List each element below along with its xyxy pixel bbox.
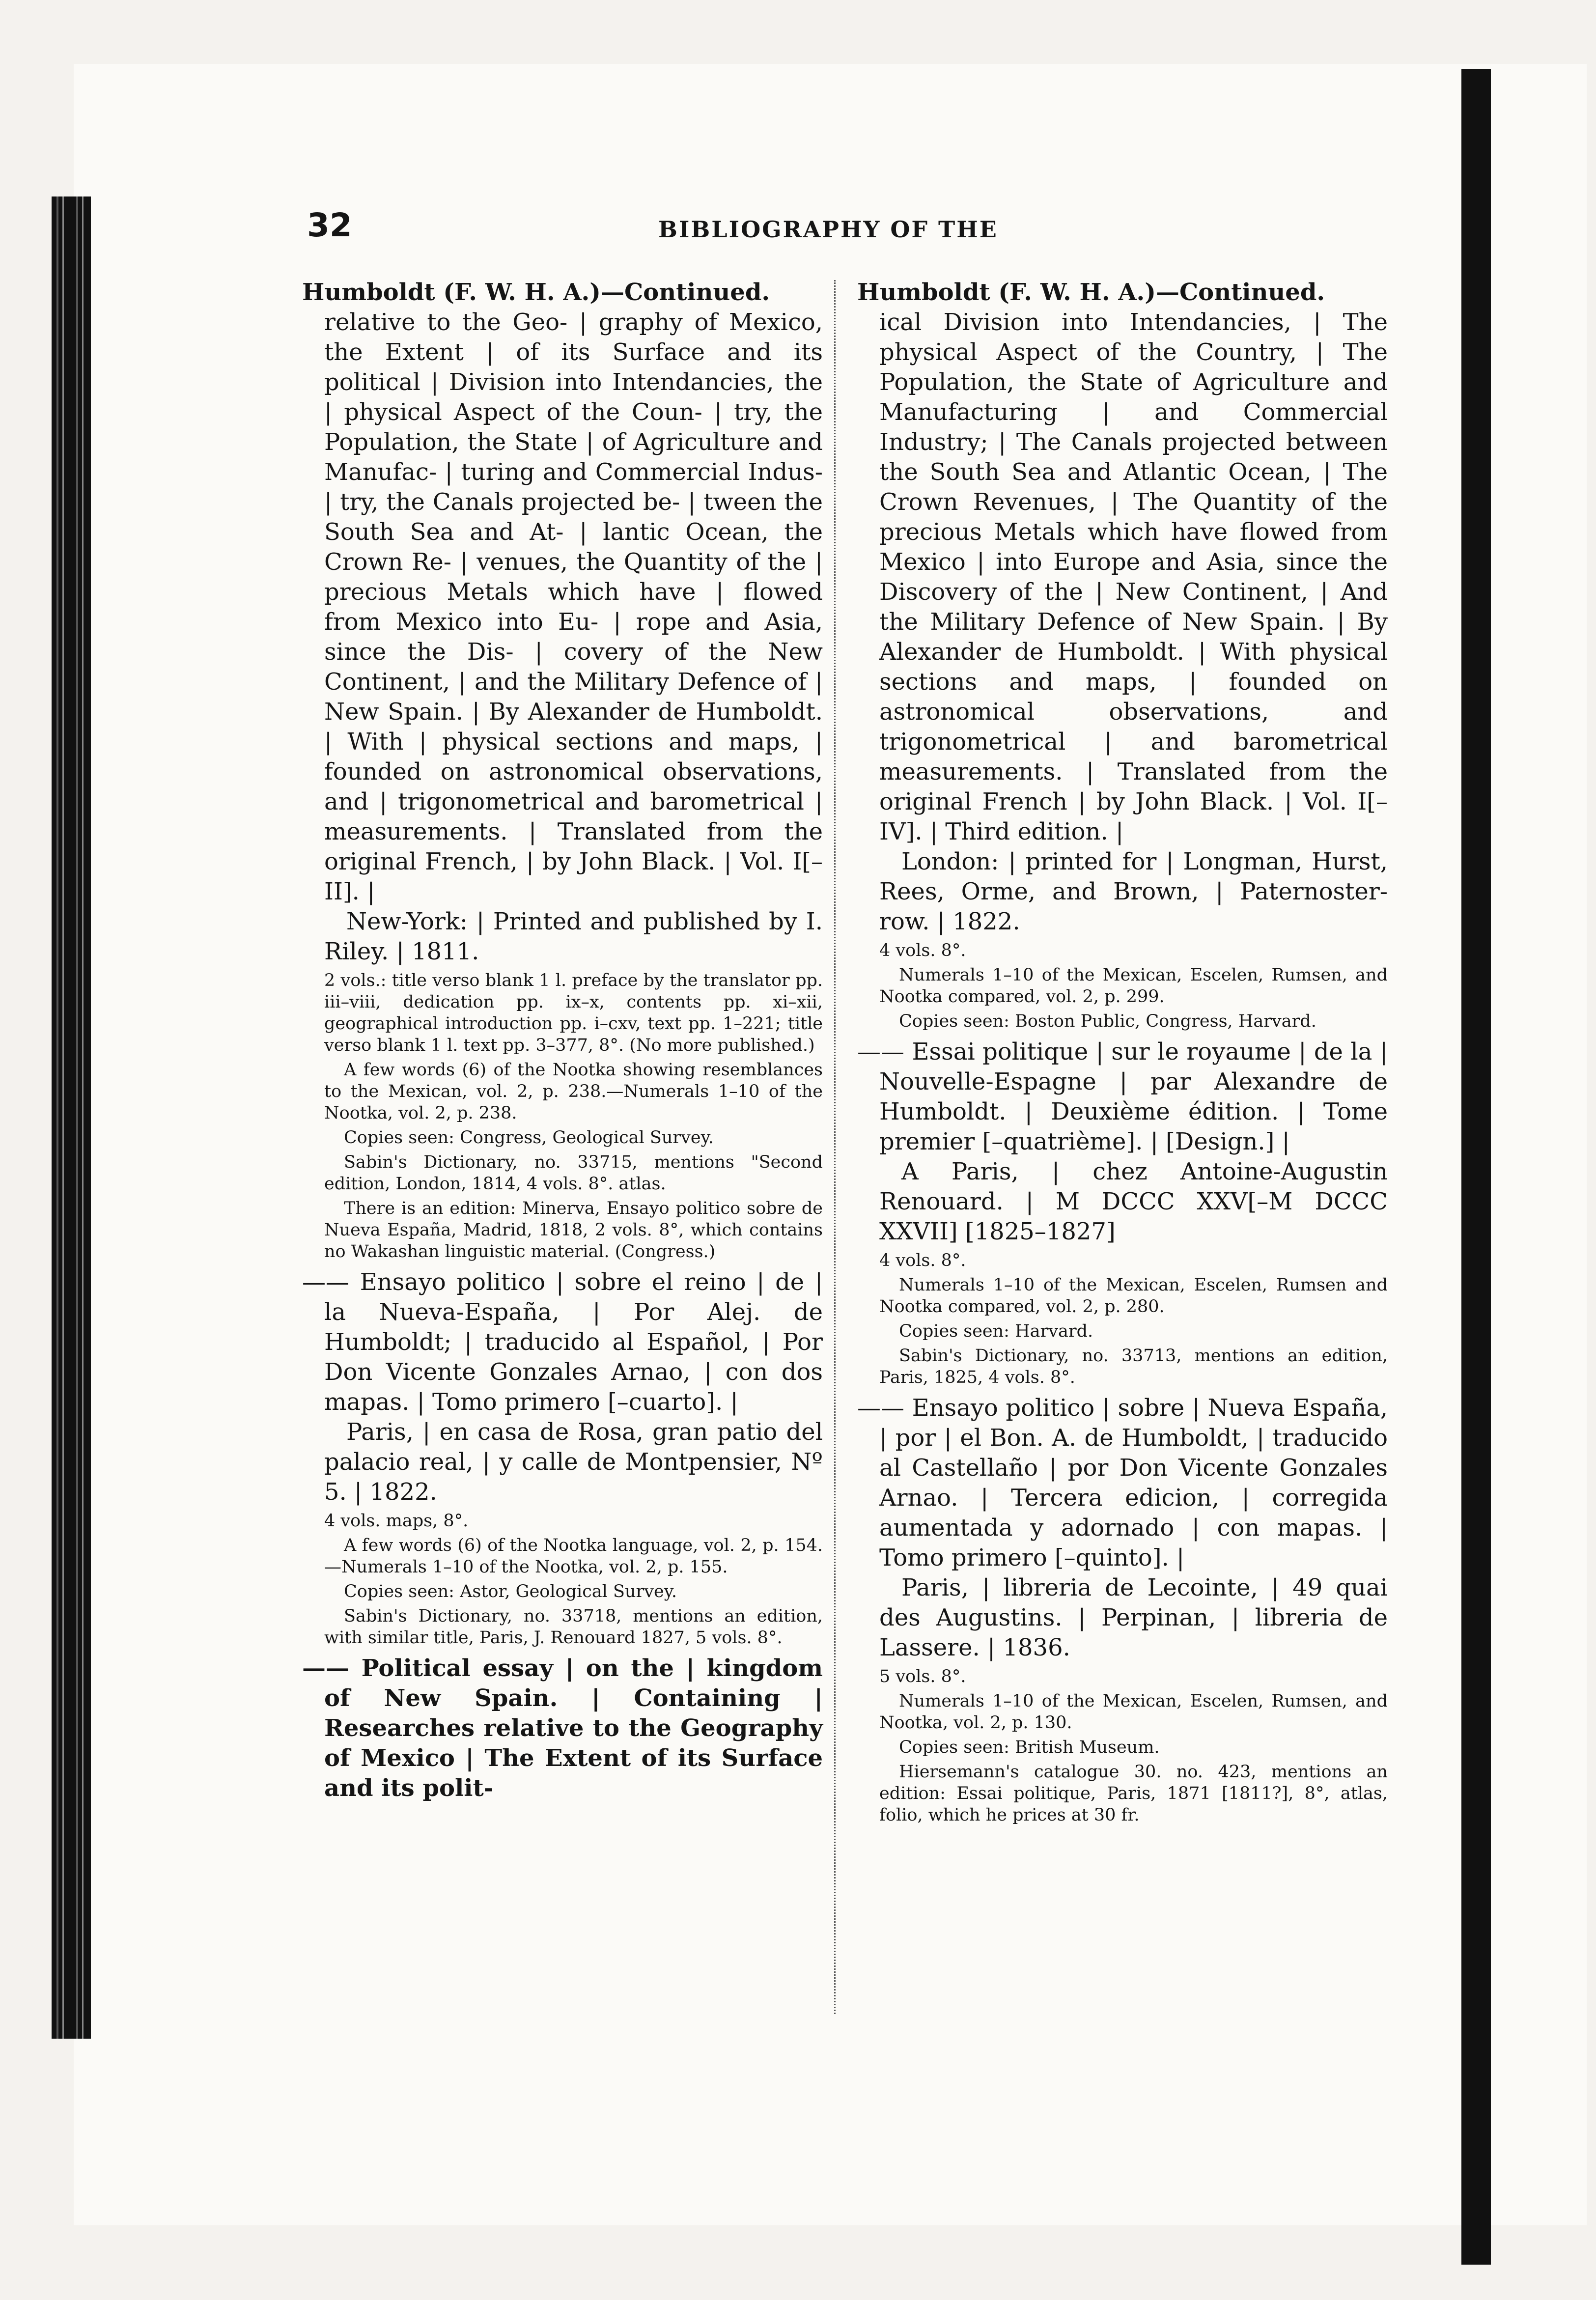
page-number: 32 [307,206,352,244]
note: 5 vols. 8°. [879,1667,966,1686]
entry-body: ical Division into Intendancies, | The physical Aspect of the Country, | The Population, the State of Agriculture and Manufacturing | and Commercial Industry; | The Canals projected between the South Sea and Atlantic Ocean, | The Crown Revenues, | The Quantity of the precious Metals which have flowed from Mexico | into Europe and Asia, since the Discovery of the | New Continent, | And the Military Defence of New Spain. | By Alexander de Humboldt. | With physical sections and maps, | founded on astronomical observations, and trigonometrical | and barometrical measurements. | Translated from the original French | by John Black. | Vol. I[–IV]. | Third edition. | [879,309,1388,845]
note: Hiersemann's catalogue 30. no. 423, mentions an edition: Essai politique, Paris, 1871 [1811?], 8°, atlas, folio, which he prices at 30 fr. [879,1762,1388,1825]
note: Sabin's Dictionary, no. 33718, mentions an edition, with similar title, Paris, J. Renouard 1827, 5 vols. 8°. [324,1606,823,1648]
page-edge-shadow [1461,69,1491,2265]
author-rest: (F. W. H. A.)—Continued. [990,279,1325,306]
note: 4 vols. 8°. [879,941,966,960]
entry-body: relative to the Geo- | graphy of Mexico, the Extent | of its Surface and its political | Division into Intendancies, the | physical Aspect of the Coun- | try, the Population, the State | of Agriculture and Manufac- | turing and Commercial Indus- | try, the Canals projected be- | tween the South Sea and At- | lantic Ocean, the Crown Re- | venues, the Quantity of the | precious Metals which have | flowed from Mexico into Eu- | rope and Asia, since the Dis- | covery of the New Continent, | and the Military Defence of | New Spain. | By Alexander de Humboldt. | With | physical sections and maps, | founded on astronomical observations, and | trigonometrical and barometrical | measurements. | Translated from the original French, | by John Black. | Vol. I[–II]. | [324,309,823,905]
entry-heading [302,278,823,308]
note: Numerals 1–10 of the Mexican, Escelen, Rumsen, and Nootka compared, vol. 2, p. 299. [879,965,1388,1007]
entry [302,1267,823,1649]
note: 2 vols.: title verso blank 1 l. preface by the translator pp. iii–viii, dedication pp. ix–x, contents pp. xi–xii, geographical introduction pp. i–cxv, text pp. 1–221; title verso blank 1 l. text pp. 3–377, 8°. (No more published.) [324,971,823,1055]
copies-seen-note: Copies seen: Astor, Geological Survey. [344,1582,677,1601]
note: A few words (6) of the Nootka showing resemblances to the Mexican, vol. 2, p. 238.—Numerals 1–10 of the Nootka, vol. 2, p. 238. [324,1060,823,1123]
note: 4 vols. maps, 8°. [324,1511,469,1531]
left-column [302,278,823,1803]
note: Sabin's Dictionary, no. 33713, mentions an edition, Paris, 1825, 4 vols. 8°. [879,1346,1388,1387]
entry [857,1393,1388,1826]
note: 4 vols. 8°. [879,1251,966,1270]
author-rest: (F. W. H. A.)—Continued. [435,279,770,306]
entry-imprint: A Paris, | chez Antoine-Augustin Renouard. | M DCCC XXV[–M DCCC XXVII] [1825–1827] [879,1158,1388,1245]
copies-seen-note: Copies seen: British Museum. [899,1738,1160,1757]
copies-seen-note: Copies seen: Boston Public, Congress, Harvard. [899,1011,1316,1031]
author-name: Humboldt [857,279,990,306]
entry-title: —— Ensayo politico | sobre | Nueva España, | por | el Bon. A. de Humboldt, | traducido al Castellaño | por Don Vicente Gonzales Arnao. | Tercera edicion, | corregida aumentada y adornado | con mapas. | Tomo primero [–quinto]. | [857,1394,1388,1571]
entry-title: —— Political essay | on the | kingdom of New Spain. | Containing | Researches relative to the Geography of Mexico | The Extent of its Surface and its polit- [302,1655,823,1802]
binding-scan-artifact [52,196,91,2039]
entry-heading [857,278,1388,308]
copies-seen-note: Copies seen: Harvard. [899,1321,1093,1341]
copies-seen-note: Copies seen: Congress, Geological Survey. [344,1128,714,1148]
entry-imprint: London: | printed for | Longman, Hurst, Rees, Orme, and Brown, | Paternoster-row. | 1822. [879,848,1388,935]
entry-imprint: New-York: | Printed and published by I. Riley. | 1811. [324,908,823,965]
running-head: BIBLIOGRAPHY OF THE [658,216,998,243]
entry-title: —— Essai politique | sur le royaume | de la | Nouvelle-Espagne | par Alexandre de Humboldt. | Deuxième édition. | Tome premier [–quatrième]. | [Design.] | [857,1038,1388,1155]
note: There is an edition: Minerva, Ensayo politico sobre de Nueva España, Madrid, 1818, 2 vols. 8°, which contains no Wakashan linguistic material. (Congress.) [324,1199,823,1262]
right-column [857,278,1388,1826]
author-name: Humboldt [302,279,435,306]
note: A few words (6) of the Nootka language, vol. 2, p. 154.—Numerals 1–10 of the Nootka, vol. 2, p. 155. [324,1536,823,1577]
entry [857,1037,1388,1388]
note: Numerals 1–10 of the Mexican, Escelen, Rumsen, and Nootka, vol. 2, p. 130. [879,1691,1388,1733]
entry-imprint: Paris, | en casa de Rosa, gran patio del palacio real, | y calle de Montpensier, Nº 5. | 1822. [324,1418,823,1506]
entry-imprint: Paris, | libreria de Lecointe, | 49 quai des Augustins. | Perpinan, | libreria de Lassere. | 1836. [879,1574,1388,1661]
entry [302,1654,823,1803]
column-divider [834,280,836,2014]
page-edge-shadow-top [1469,88,1484,138]
entry-title: —— Ensayo politico | sobre el reino | de | la Nueva-España, | Por Alej. de Humboldt; | traducido al Español, | Por Don Vicente Gonzales Arnao, | con dos mapas. | Tomo primero [–cuarto]. | [302,1268,823,1416]
note: Sabin's Dictionary, no. 33715, mentions "Second edition, London, 1814, 4 vols. 8°. atlas. [324,1152,823,1194]
note: Numerals 1–10 of the Mexican, Escelen, Rumsen and Nootka compared, vol. 2, p. 280. [879,1275,1388,1317]
